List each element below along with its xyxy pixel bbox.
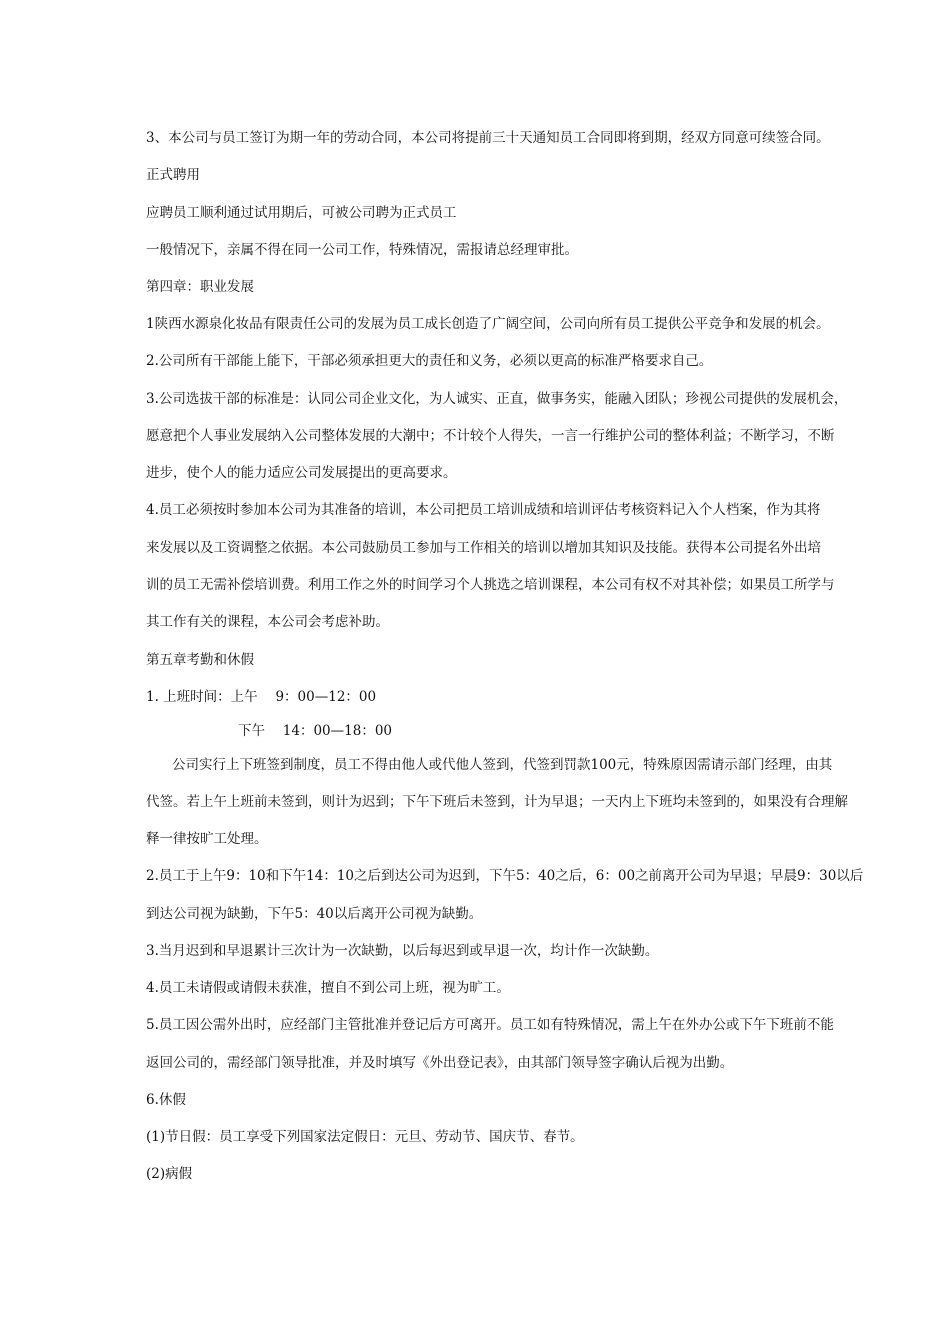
chapter-five-heading: 第五章考勤和休假 [146, 652, 254, 668]
paragraph-signin-line1: 公司实行上下班签到制度，员工不得由他人或代他人签到，代签到罚款100元，特殊原因需请示部门经理，由其 [172, 757, 833, 773]
paragraph-relatives-policy: 一般情况下，亲属不得在同一公司工作，特殊情况，需报请总经理审批。 [146, 242, 578, 258]
heading-formal-hiring: 正式聘用 [146, 167, 200, 183]
paragraph-career-3-line1: 3.公司选拔干部的标准是：认同公司企业文化，为人诚实、正直，做事务实，能融入团队；珍视公司提供的发展机会， [146, 391, 848, 407]
paragraph-career-4-line4: 其工作有关的课程，本公司会考虑补助。 [146, 614, 389, 630]
paragraph-signin-line2: 代签。若上午上班前未签到，则计为迟到；下午下班后未签到，计为早退；一天内上下班均未签到的，如果没有合理解 [146, 794, 848, 810]
paragraph-sick-leave: (2)病假 [146, 1166, 193, 1182]
work-hours-afternoon: 下午 14：00—18：00 [238, 723, 393, 739]
paragraph-career-4-line1: 4.员工必须按时参加本公司为其准备的培训，本公司把员工培训成绩和培训评估考核资料记入个人档案，作为其将 [146, 502, 821, 518]
paragraph-absenteeism: 4.员工未请假或请假未获准，擅自不到公司上班，视为旷工。 [146, 980, 510, 996]
paragraph-outing-line1: 5.员工因公需外出时，应经部门主管批准并登记后方可离开。员工如有特殊情况，需上午在外办公或下午下班前不能 [146, 1017, 834, 1033]
paragraph-career-3-line2: 愿意把个人事业发展纳入公司整体发展的大潮中；不计较个人得失，一言一行维护公司的整体利益；不断学习，不断 [146, 428, 835, 444]
paragraph-career-1: 1陕西水源泉化妆品有限责任公司的发展为员工成长创造了广阔空间，公司向所有员工提供公平竞争和发展的机会。 [146, 316, 830, 332]
paragraph-contract-renewal: 3、本公司与员工签订为期一年的劳动合同，本公司将提前三十天通知员工合同即将到期，经双方同意可续签合同。 [146, 130, 830, 146]
chapter-four-heading: 第四章：职业发展 [146, 279, 254, 295]
paragraph-outing-line2: 返回公司的，需经部门领导批准，并及时填写《外出登记表》，由其部门领导签字确认后视为出勤。 [146, 1055, 734, 1071]
paragraph-signin-line3: 释一律按旷工处理。 [146, 831, 268, 847]
heading-leave: 6.休假 [146, 1092, 186, 1108]
paragraph-late-line2: 到达公司视为缺勤，下午5：40以后离开公司视为缺勤。 [146, 906, 483, 922]
paragraph-holiday-leave: (1)节日假：员工享受下列国家法定假日：元旦、劳动节、国庆节、春节。 [146, 1129, 584, 1145]
paragraph-late-line1: 2.员工于上午9：10和下午14：10之后到达公司为迟到，下午5：40之后，6：00之前离开公司为早退；早晨9：30以后 [146, 868, 864, 884]
paragraph-career-4-line3: 训的员工无需补偿培训费。利用工作之外的时间学习个人挑选之培训课程，本公司有权不对其补偿；如果员工所学与 [146, 577, 835, 593]
work-hours-morning: 1. 上班时间：上午 9：00—12：00 [146, 689, 377, 705]
paragraph-late-count: 3.当月迟到和早退累计三次计为一次缺勤，以后每迟到或早退一次，均计作一次缺勤。 [146, 943, 659, 959]
paragraph-career-4-line2: 来发展以及工资调整之依据。本公司鼓励员工参加与工作相关的培训以增加其知识及技能。获得本公司提名外出培 [146, 540, 821, 556]
paragraph-career-3-line3: 进步，使个人的能力适应公司发展提出的更高要求。 [146, 465, 457, 481]
paragraph-career-2: 2.公司所有干部能上能下，干部必须承担更大的责任和义务，必须以更高的标准严格要求自己。 [146, 353, 713, 369]
paragraph-formal-employee: 应聘员工顺利通过试用期后，可被公司聘为正式员工 [146, 205, 457, 221]
